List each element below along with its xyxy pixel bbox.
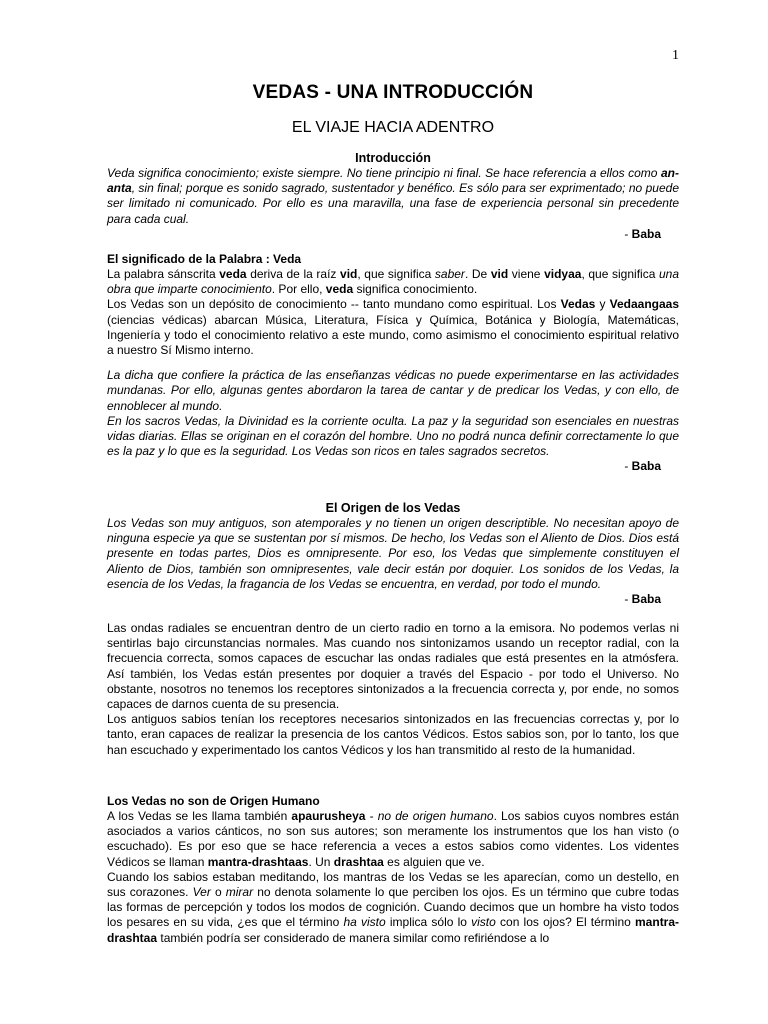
term: vidyaa xyxy=(544,267,582,281)
origin-signature xyxy=(107,592,679,607)
nonhuman-paragraph-2 xyxy=(107,870,679,946)
term: veda xyxy=(325,282,354,297)
text-run: . Los sabios cuyos nombres están asociados a varios cánticos, no son sus autores; son meramente los instrumentos que los han visto (o escuchado). Es por eso que se hace referencia a veces a estos sabios como videntes. Los videntes Védicos se llaman xyxy=(107,809,680,869)
intro-signature xyxy=(107,227,679,242)
text-run: - xyxy=(365,809,378,823)
text-run: es alguien que ve. xyxy=(383,854,485,869)
term: Vedaangaas xyxy=(609,297,679,312)
text-run: y xyxy=(595,297,610,312)
term: drashtaa xyxy=(333,854,384,869)
intro-quote xyxy=(107,166,679,227)
term: veda xyxy=(219,267,247,281)
term: mirar xyxy=(225,885,254,900)
term: ha visto xyxy=(343,915,386,930)
signature-dash: - xyxy=(624,459,632,474)
term: saber xyxy=(434,267,465,281)
text-run: Cuando los sabios estaban meditando, los mantras de los Vedas se les aparecían, como un destello, en sus corazones. xyxy=(107,869,679,900)
text-run: . De xyxy=(464,267,491,281)
text-run: o xyxy=(210,885,226,900)
text-run: , que significa xyxy=(581,267,659,281)
signature-name: Baba xyxy=(631,459,661,474)
text-run: Veda significa conocimiento; existe siempre. No tiene principio ni final. Se hace referencia a ellos como xyxy=(107,166,661,180)
origin-heading: El Origen de los Vedas xyxy=(325,501,461,515)
origin-paragraph-1: Las ondas radiales se encuentran dentro de un cierto radio en torno a la emisora. No podemos verlas ni sentirlas bajo circunstancias normales. Mas cuando nos sintonizamos usando un receptor radial, con la frecuencia correcta, somos capaces de escuchar las ondas radiales que está presentes en la atmósfera. Así también, los Vedas están presentes por doquier a través del Espacio - por todo el Universo. No obstante, nosotros no tenemos los receptores sintonizados a la frecuencia correcta y, por ende, no somos capaces de darnos cuenta de su presencia. xyxy=(107,621,679,712)
origin-section xyxy=(107,501,679,758)
document-subtitle: EL VIAJE HACIA ADENTRO xyxy=(291,119,495,136)
text-run: significa conocimiento. xyxy=(353,282,478,297)
meaning-quote-2: En los sacros Vedas, la Divinidad es la corriente oculta. La paz y la seguridad son esenciales en nuestras vidas diarias. Ellas se originan en el corazón del hombre. Uno no podrá nunca definir correctamente lo que es la paz y lo que es la seguridad. Los Vedas son ricos en tales sagrados secretos. xyxy=(107,413,679,459)
text-run: Los Vedas son un depósito de conocimiento -- tanto mundano como espiritual. Los xyxy=(107,297,561,312)
text-run: (ciencias védicas) abarcan Música, Literatura, Física y Química, Botánica y Biología, Matemáticas, Ingeniería y todo el conocimiento relativo a este mundo, como asimismo el conocimiento espiritual relativo a nuestro Sí Mismo interno. xyxy=(107,312,679,358)
signature-dash: - xyxy=(624,592,632,607)
text-run: también podría ser considerado de manera similar como refiriéndose a lo xyxy=(157,930,550,945)
text-run: con los ojos? El término xyxy=(495,915,636,930)
text-run: . Por ello, xyxy=(271,282,326,297)
term: visto xyxy=(471,915,496,930)
text-run: . Un xyxy=(308,854,334,869)
signature-name: Baba xyxy=(631,592,661,607)
meaning-heading: El significado de la Palabra : Veda xyxy=(107,252,302,266)
intro-section xyxy=(107,151,679,242)
intro-heading: Introducción xyxy=(355,151,431,165)
text-run: , sin final; porque es sonido sagrado, sustentador y benéfico. Es sólo para ser exprimentado; no puede ser limitado ni comunicado. Por ello es una maravilla, una fase de experiencia personal sin precedente para cada cual. xyxy=(107,181,679,226)
term: apaurusheya xyxy=(291,809,366,823)
signature-name: Baba xyxy=(631,226,661,241)
meaning-section xyxy=(107,252,679,474)
term: una obra que imparte conocimiento xyxy=(107,267,680,297)
text-run: La palabra sánscrita xyxy=(107,267,220,281)
meaning-signature xyxy=(107,459,679,474)
document-title: VEDAS - UNA INTRODUCCIÓN xyxy=(252,82,534,103)
text-run: viene xyxy=(508,267,545,281)
meaning-paragraph-2 xyxy=(107,297,679,358)
term: vid xyxy=(490,267,509,281)
term: mantra-drashtaa xyxy=(107,915,680,945)
text-run: A los Vedas se les llama también xyxy=(107,809,292,823)
text-run: no denota solamente lo que perciben los ojos. Es un término que cubre todas las formas de percepción y todos los modos de cognición. Cuando decimos que un hombre ha visto todos los pesares en su vida, ¿es que el término xyxy=(107,885,679,930)
text-run: , que significa xyxy=(357,267,435,281)
meaning-quote-1: La dicha que confiere la práctica de las enseñanzas védicas no puede experimentarse en las actividades mundanas. Por ello, algunas gentes abordaron la tarea de cantar y de predicar los Vedas, y con ello, de ennoblecer al mundo. xyxy=(107,368,679,413)
term-ananta: an-anta xyxy=(107,166,679,196)
nonhuman-paragraph-1 xyxy=(107,809,679,870)
nonhuman-section xyxy=(107,794,679,946)
origin-quote: Los Vedas son muy antiguos, son atemporales y no tienen un origen descriptible. No necesitan apoyo de ninguna especie ya que se sustentan por sí mismos. De hecho, los Vedas son el Aliento de Dios. Dios está presente en todas partes, Dios es omnipresente. Por eso, los Vedas que simplemente constituyen el Aliento de Dios, también son omnipresentes, vale decir están por doquier. Los sonidos de los Vedas, la esencia de los Vedas, la fragancia de los Vedas se encuentra, en verdad, por todo el mundo. xyxy=(107,516,679,591)
term: Ver xyxy=(192,885,211,900)
term: mantra-drashtaas xyxy=(207,854,309,869)
origin-paragraph-2: Los antiguos sabios tenían los receptores necesarios sintonizados en las frecuencias correctas y, por lo tanto, eran capaces de realizar la presencia de los cantos Védicos. Estos sabios son, por lo tanto, los que han escuchado y experimentado los cantos Védicos y los han transmitido al resto de la humanidad. xyxy=(107,712,679,757)
text-run: deriva de la raíz xyxy=(246,267,341,281)
text-run: implica sólo lo xyxy=(385,915,472,930)
term: vid xyxy=(340,267,358,281)
page-number: 1 xyxy=(672,48,679,63)
term: no de origen humano xyxy=(377,809,494,823)
signature-dash: - xyxy=(624,226,632,241)
meaning-paragraph-1 xyxy=(107,267,679,297)
nonhuman-heading: Los Vedas no son de Origen Humano xyxy=(107,794,320,808)
term: Vedas xyxy=(560,297,596,312)
